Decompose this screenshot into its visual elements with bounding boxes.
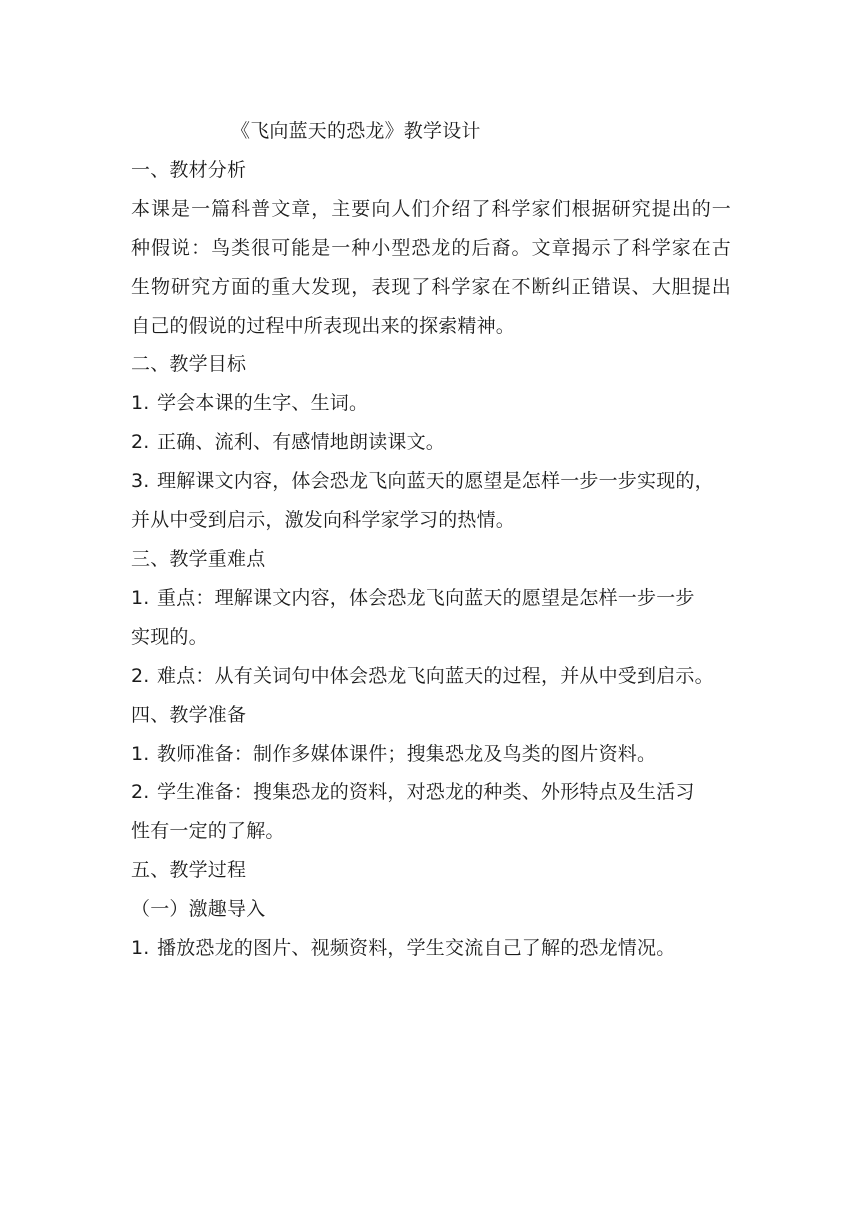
list-item <box>131 462 731 501</box>
section-heading-3: 三、教学重难点 <box>131 547 266 570</box>
list-item-text: 正确、流利、有感情地朗读课文。 <box>157 431 446 454</box>
list-item-number: 2. <box>131 664 150 687</box>
list-item-continuation: 性有一定的了解。 <box>131 820 285 843</box>
list-item <box>131 579 731 618</box>
list-item-number: 2. <box>131 781 150 804</box>
list-item-number: 1. <box>131 937 150 960</box>
list-item-text: 难点：从有关词句中体会恐龙飞向蓝天的过程，并从中受到启示。 <box>157 664 714 687</box>
list-item-number: 1. <box>131 586 150 609</box>
paragraph-line: 生物研究方面的重大发现，表现了科学家在不断纠正错误、大胆提出 <box>131 275 731 298</box>
list-item-continuation: 实现的。 <box>131 625 208 648</box>
list-item <box>131 657 731 696</box>
section-heading-1: 一、教材分析 <box>131 158 247 181</box>
paragraph-line: 种假说：鸟类很可能是一种小型恐龙的后裔。文章揭示了科学家在古 <box>131 236 731 259</box>
list-item-text: 重点：理解课文内容，体会恐龙飞向蓝天的愿望是怎样一步一步 <box>157 586 695 609</box>
list-item-text: 学生准备：搜集恐龙的资料，对恐龙的种类、外形特点及生活习 <box>157 781 695 804</box>
list-item-text: 播放恐龙的图片、视频资料，学生交流自己了解的恐龙情况。 <box>157 937 676 960</box>
section-heading-4: 四、教学准备 <box>131 703 247 726</box>
list-item <box>131 929 731 968</box>
subsection-heading: （一）激趣导入 <box>131 898 266 921</box>
section-heading-2: 二、教学目标 <box>131 353 247 376</box>
list-item-number: 1. <box>131 392 150 415</box>
section-heading-5: 五、教学过程 <box>131 859 247 882</box>
list-item-number: 1. <box>131 742 150 765</box>
list-item <box>131 384 731 423</box>
list-item-continuation: 并从中受到启示，激发向科学家学习的热情。 <box>131 509 516 532</box>
document-title: 《飞向蓝天的恐龙》教学设计 <box>231 120 481 142</box>
list-item-number: 2. <box>131 431 150 454</box>
list-item <box>131 773 731 812</box>
document-body <box>131 112 731 968</box>
paragraph-line: 自己的假说的过程中所表现出来的探索精神。 <box>131 314 516 337</box>
list-item-text: 学会本课的生字、生词。 <box>157 392 369 415</box>
paragraph-line: 本课是一篇科普文章，主要向人们介绍了科学家们根据研究提出的一 <box>131 197 731 220</box>
list-item-text: 教师准备：制作多媒体课件；搜集恐龙及鸟类的图片资料。 <box>157 742 657 765</box>
list-item-text: 理解课文内容，体会恐龙飞向蓝天的愿望是怎样一步一步实现的， <box>157 470 714 493</box>
list-item-number: 3. <box>131 470 150 493</box>
list-item <box>131 735 731 774</box>
list-item <box>131 423 731 462</box>
